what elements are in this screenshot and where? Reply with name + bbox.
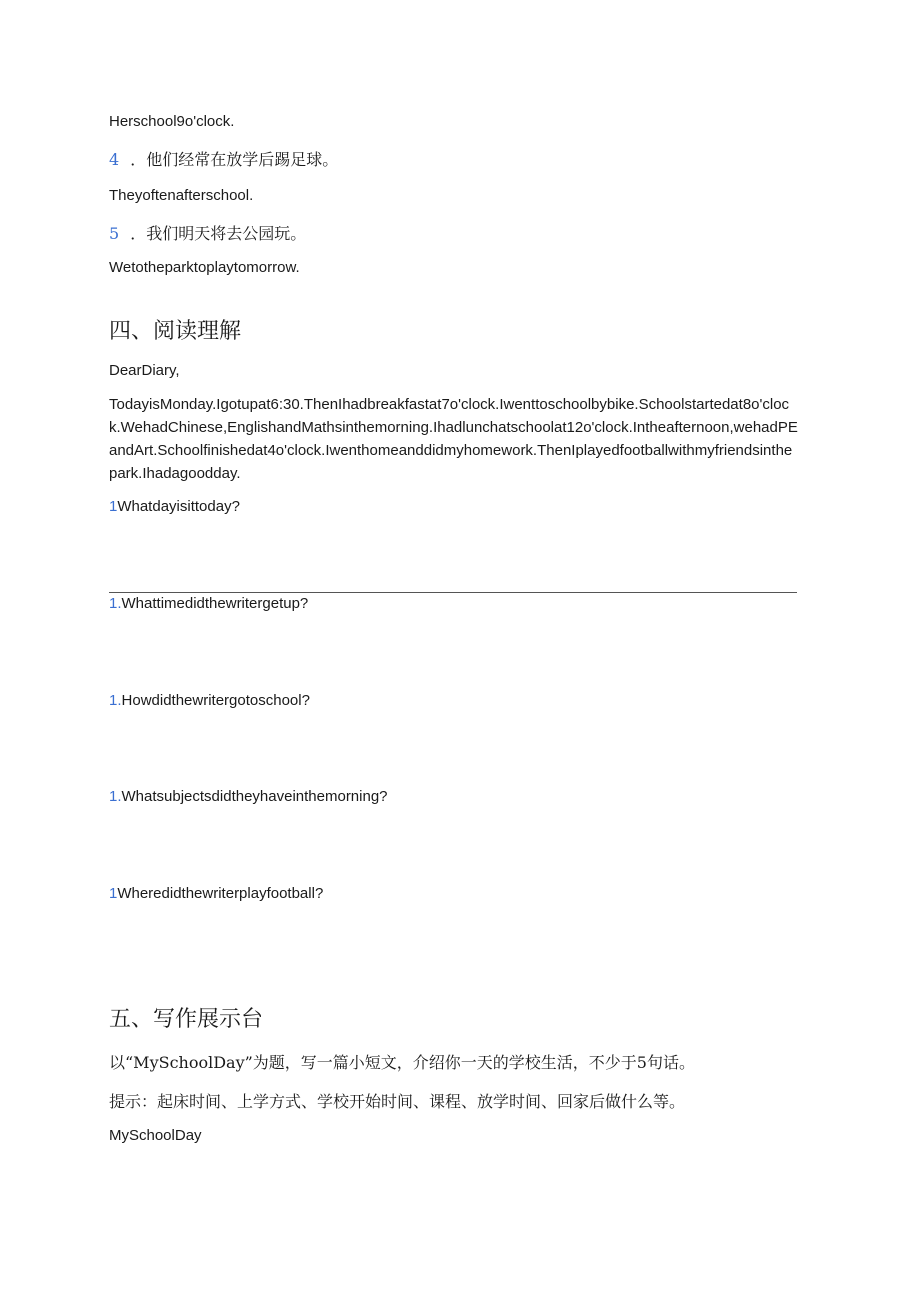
question-number: 1. bbox=[109, 595, 122, 612]
writing-hint: 提示：起床时间、上学方式、学校开始时间、课程、放学时间、回家后做什么等。 bbox=[109, 1092, 686, 1111]
diary-greeting: DearDiary, bbox=[109, 362, 180, 379]
question-5 bbox=[109, 221, 306, 244]
sentence-line-4: Theyoftenafterschool. bbox=[109, 187, 254, 204]
section-title-writing: 五、写作展示台 bbox=[109, 1007, 264, 1032]
section-title-reading: 四、阅读理解 bbox=[109, 319, 242, 344]
question-text: ．我们明天将去公园玩。 bbox=[130, 224, 307, 243]
question-number: 1. bbox=[109, 788, 122, 805]
reading-question-1 bbox=[109, 498, 240, 515]
question-text: Whatdayisittoday? bbox=[117, 498, 240, 515]
essay-title: MySchoolDay bbox=[109, 1127, 202, 1144]
writing-instruction: 以“MySchoolDay”为题，写一篇小短文，介绍你一天的学校生活，不少于5句话。 bbox=[109, 1053, 695, 1072]
sentence-line-3: Herschool9o'clock. bbox=[109, 113, 235, 130]
question-number: 1. bbox=[109, 692, 122, 709]
question-text: Howdidthewritergotoschool? bbox=[121, 692, 310, 709]
reading-question-5 bbox=[109, 885, 323, 902]
reading-passage: TodayisMonday.Igotupat6:30.ThenIhadbreakfastat7o'clock.Iwenttoschoolbybike.Schoolstartedat8o'clock.WehadChinese,EnglishandMathsinthemorning.Ihadlunchatschoolat12o'clock.Intheafternoon,wehadPEandArt.Schoolfinishedat4o'clock.Iwenthomeanddidmyhomework.ThenIplayedfootballwithmyfriendsinthepark.Ihadagoodday. bbox=[109, 396, 798, 482]
question-number: 4 bbox=[109, 150, 120, 169]
question-text: ．他们经常在放学后踢足球。 bbox=[130, 150, 339, 169]
sentence-line-5: Wetotheparktoplaytomorrow. bbox=[109, 259, 300, 276]
question-number: 5 bbox=[109, 224, 120, 243]
question-text: Whatsubjectsdidtheyhaveinthemorning? bbox=[121, 788, 388, 805]
question-number: 1 bbox=[109, 885, 118, 902]
answer-line bbox=[109, 592, 797, 593]
question-number: 1 bbox=[109, 498, 118, 515]
reading-question-4 bbox=[109, 788, 388, 805]
reading-question-2 bbox=[109, 595, 308, 612]
reading-question-3 bbox=[109, 692, 310, 709]
question-4 bbox=[109, 147, 338, 170]
question-text: Whattimedidthewritergetup? bbox=[121, 595, 309, 612]
question-text: Wheredidthewriterplayfootball? bbox=[117, 885, 324, 902]
